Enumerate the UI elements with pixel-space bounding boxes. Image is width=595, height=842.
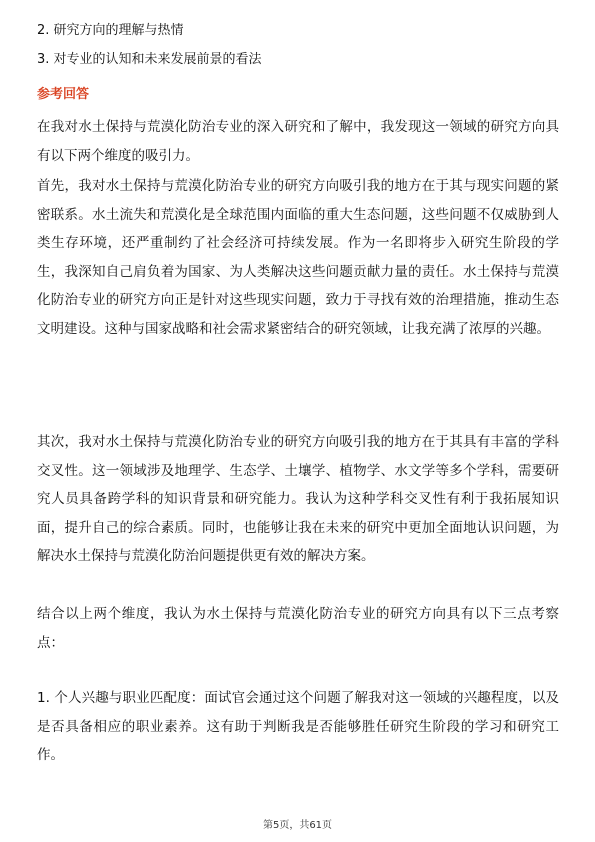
list-item-2: 2. 研究方向的理解与热情: [37, 23, 184, 38]
second-dimension-paragraph: 其次，我对水土保持与荒漠化防治专业的研究方向吸引我的地方在于其具有丰富的学科交叉性。这一领域涉及地理学、生态学、土壤学、植物学、水文学等多个学科，需要研究人员具备跨学科的知识背景和研究能力。我认为这种学科交叉性有利于我拓展知识面，提升自己的综合素质。同时，也能够让我在未来的研究中更加全面地认识问题，为解决水土保持与荒漠化防治问题提供更有效的解决方案。: [37, 434, 559, 564]
first-dimension-paragraph: 首先，我对水土保持与荒漠化防治专业的研究方向吸引我的地方在于其与现实问题的紧密联系。水土流失和荒漠化是全球范围内面临的重大生态问题，这些问题不仅威胁到人类生存环境，还严重制约了社会经济可持续发展。作为一名即将步入研究生阶段的学生，我深知自己肩负着为国家、为人类解决这些问题贡献力量的责任。水土保持与荒漠化防治专业的研究方向正是针对这些现实问题，致力于寻找有效的治理措施，推动生态文明建设。这种与国家战略和社会需求紧密结合的研究领域，让我充满了浓厚的兴趣。: [37, 178, 559, 337]
list-item-3: 3. 对专业的认知和未来发展前景的看法: [37, 52, 262, 67]
answer-label: 参考回答: [37, 87, 90, 102]
conclusion-paragraph: 结合以上两个维度，我认为水土保持与荒漠化防治专业的研究方向具有以下三点考察点：: [37, 606, 559, 651]
intro-paragraph: 在我对水土保持与荒漠化防治专业的深入研究和了解中，我发现这一领域的研究方向具有以下两个维度的吸引力。: [37, 119, 559, 164]
page-number-footer: 第5页，共61页: [262, 820, 333, 831]
point-1-paragraph: 1. 个人兴趣与职业匹配度：面试官会通过这个问题了解我对这一领域的兴趣程度，以及是否具备相应的职业素养。这有助于判断我是否能够胜任研究生阶段的学习和研究工作。: [37, 690, 559, 763]
